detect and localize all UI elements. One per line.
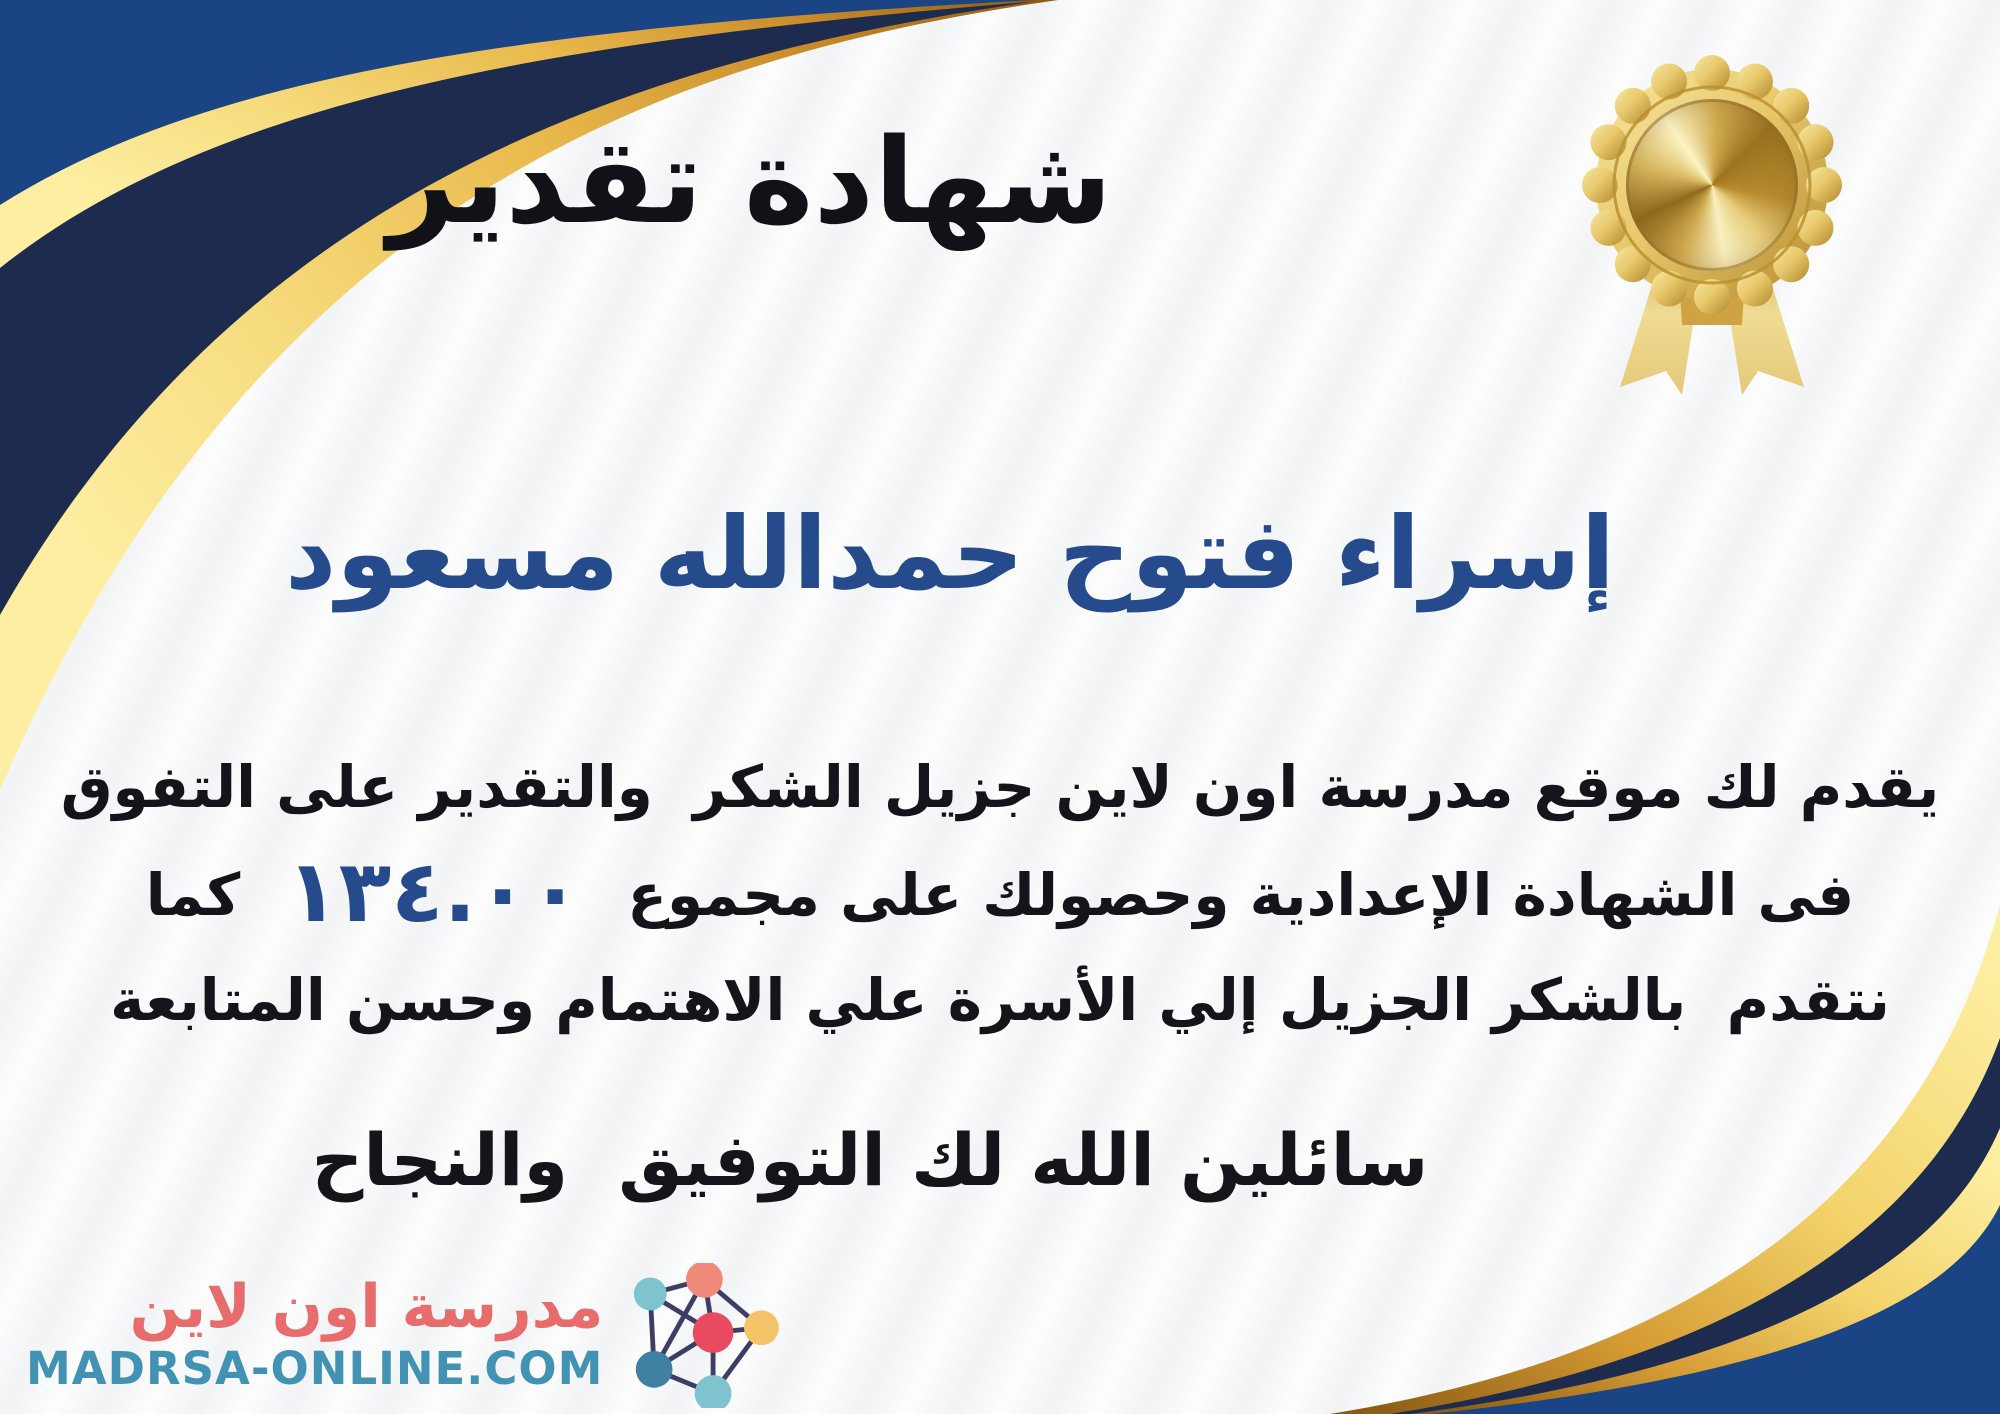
certificate-body xyxy=(0,735,2000,1053)
logo-domain: MADRSA-ONLINE.COM xyxy=(26,1341,604,1395)
body-line-2-before: فى الشهادة الإعدادية وحصولك على مجموع xyxy=(627,861,1855,929)
body-line-2 xyxy=(0,840,2000,948)
closing-line: سائلين الله لك التوفيق والنجاح xyxy=(311,1118,1429,1202)
logo-arabic-name: مدرسة اون لاين xyxy=(129,1271,604,1342)
score-value: ١٣٤.٠٠ xyxy=(286,842,582,942)
logo-text-block xyxy=(26,1271,604,1398)
site-logo xyxy=(26,1263,784,1408)
medal-disc xyxy=(1626,99,1798,271)
network-graph-logo-icon xyxy=(619,1263,784,1408)
certificate-title: شهادة تقدير xyxy=(387,112,1113,250)
recipient-name: إسراء فتوح حمدالله مسعود xyxy=(284,495,1616,612)
gold-medal-icon xyxy=(1582,35,1842,415)
body-line-3: نتقدم بالشكر الجزيل إلي الأسرة علي الاهتمام وحسن المتابعة xyxy=(110,966,1890,1034)
body-line-2-after: كما xyxy=(145,861,241,929)
body-line-1: يقدم لك موقع مدرسة اون لاين جزيل الشكر والتقدير على التفوق xyxy=(60,753,1940,821)
